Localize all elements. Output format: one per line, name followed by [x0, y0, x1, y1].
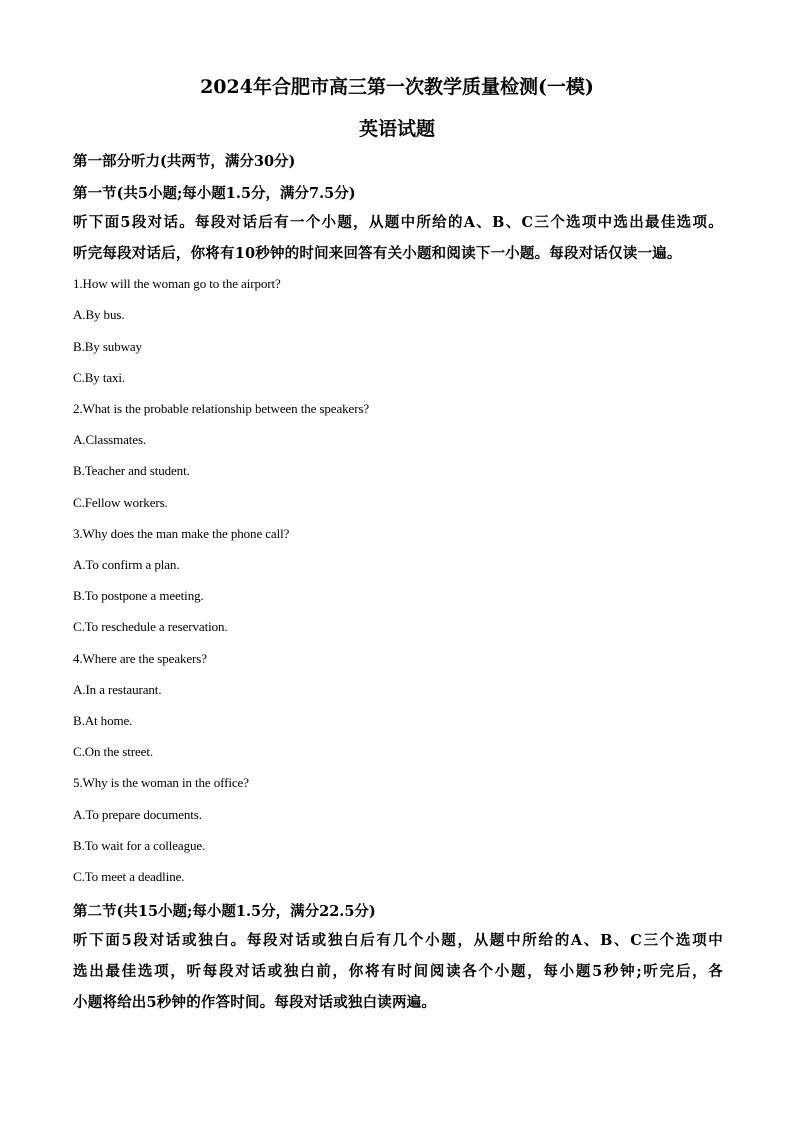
answer-option: C.By taxi.: [73, 370, 126, 385]
question-stem: 2.What is the probable relationship between the speakers?: [73, 401, 370, 416]
answer-option: A.By bus.: [73, 307, 125, 322]
answer-option: A.Classmates.: [73, 432, 147, 447]
answer-option: B.To postpone a meeting.: [73, 588, 204, 603]
answer-option: A.To confirm a plan.: [73, 557, 180, 572]
section1-heading: 第一节(共5小题;每小题1.5分，满分7.5分): [73, 185, 356, 202]
section1-instruction-line: 听完每段对话后，你将有10秒钟的时间来回答有关小题和阅读下一小题。每段对话仅读一遍。: [73, 245, 682, 262]
question-stem: 1.How will the woman go to the airport?: [73, 276, 281, 291]
exam-title: 2024年合肥市高三第一次教学质量检测(一模): [200, 76, 594, 98]
answer-option: A.To prepare documents.: [73, 807, 202, 822]
section2-instruction-line: 听下面5段对话或独白。每段对话或独白后有几个小题，从题中所给的A、B、C三个选项中: [73, 932, 723, 949]
question-stem: 3.Why does the man make the phone call?: [73, 526, 290, 541]
section2-instruction-line: 小题将给出5秒钟的作答时间。每段对话或独白读两遍。: [73, 994, 437, 1011]
section2-heading: 第二节(共15小题;每小题1.5分，满分22.5分): [73, 903, 376, 920]
section2-instruction-line: 选出最佳选项，听每段对话或独白前，你将有时间阅读各个小题，每小题5秒钟;听完后，各: [73, 963, 723, 980]
question-stem: 4.Where are the speakers?: [73, 651, 207, 666]
answer-option: C.To meet a deadline.: [73, 869, 185, 884]
section1-instruction-line: 听下面5段对话。每段对话后有一个小题，从题中所给的A、B、C三个选项中选出最佳选项。: [73, 214, 723, 231]
answer-option: C.To reschedule a reservation.: [73, 619, 228, 634]
answer-option: C.On the street.: [73, 744, 153, 759]
answer-option: B.Teacher and student.: [73, 463, 190, 478]
question-stem: 5.Why is the woman in the office?: [73, 775, 249, 790]
answer-option: A.In a restaurant.: [73, 682, 162, 697]
answer-option: B.At home.: [73, 713, 133, 728]
exam-subtitle: 英语试题: [358, 118, 435, 140]
part1-heading: 第一部分听力(共两节，满分30分): [73, 153, 296, 170]
answer-option: B.To wait for a colleague.: [73, 838, 206, 853]
answer-option: C.Fellow workers.: [73, 495, 168, 510]
answer-option: B.By subway: [73, 339, 142, 354]
